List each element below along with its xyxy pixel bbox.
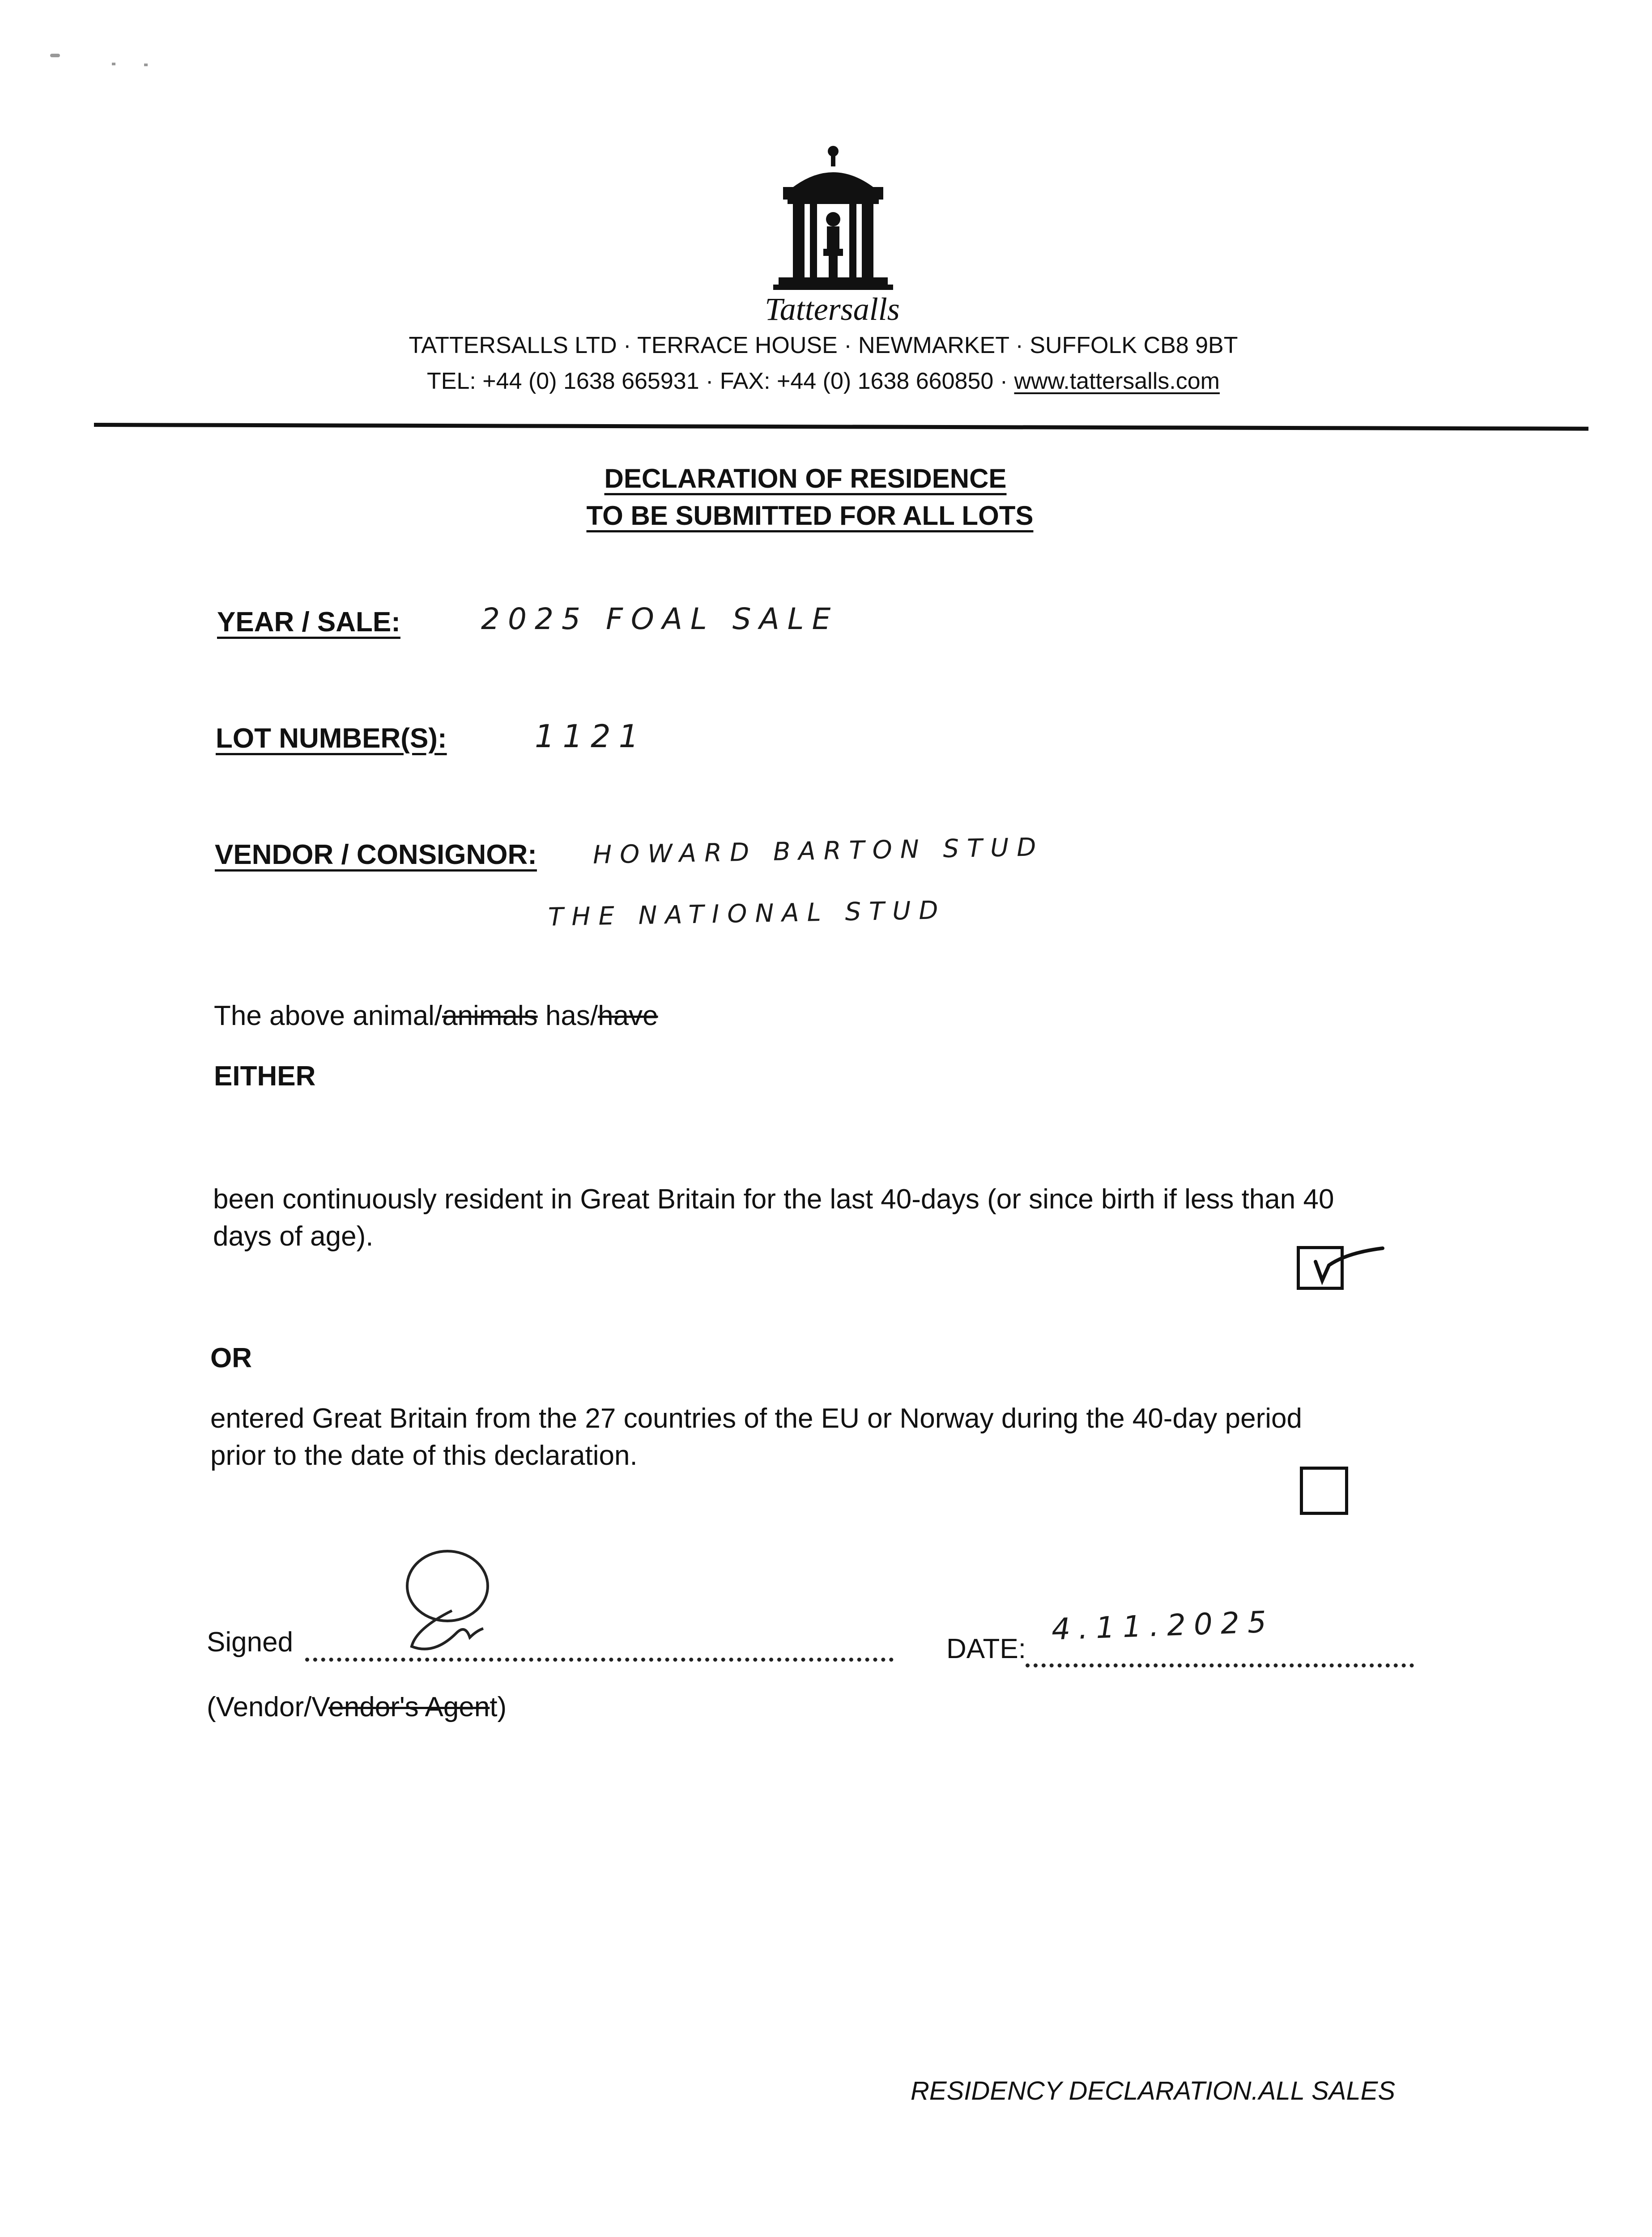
date-line[interactable] [1026, 1663, 1414, 1667]
lot-numbers-value[interactable]: 1121 [535, 718, 647, 755]
intro-middle: has/ [537, 1000, 598, 1031]
year-sale-value[interactable]: 2025 FOAL SALE [481, 602, 839, 636]
lot-numbers-label: LOT NUMBER(S): [216, 723, 447, 754]
vendor-value-line1[interactable]: HOWARD BARTON STUD [592, 833, 1044, 870]
struck-have: have [598, 1000, 658, 1031]
company-address: TATTERSALLS LTD · TERRACE HOUSE · NEWMARKET · SUFFOLK CB8 9BT [409, 332, 1238, 358]
header-divider [94, 423, 1588, 431]
date-label: DATE: [946, 1633, 1026, 1664]
scan-speck [112, 63, 115, 65]
or-heading: OR [210, 1343, 252, 1374]
brand-wordmark: Tattersalls [765, 291, 900, 327]
form-title-line2: TO BE SUBMITTED FOR ALL LOTS [586, 501, 1034, 531]
company-contact [380, 368, 1266, 395]
year-sale-label: YEAR / SALE: [217, 607, 400, 638]
scan-speck [144, 64, 148, 66]
intro-statement [214, 1000, 658, 1032]
option1-text-line1: been continuously resident in Great Britain for the last 40-days (or since birth if less than 40 [213, 1184, 1334, 1215]
date-value[interactable]: 4.11.2025 [1051, 1604, 1275, 1647]
signer-role [207, 1691, 507, 1723]
intro-prefix: The above animal/ [214, 1000, 443, 1031]
role-prefix: (Vendor/V [207, 1692, 329, 1722]
signed-label: Signed [207, 1627, 294, 1658]
signature-line[interactable] [305, 1658, 894, 1662]
form-title-line1: DECLARATION OF RESIDENCE [604, 464, 1007, 493]
handwritten-signature [398, 1544, 506, 1660]
option2-checkbox[interactable] [1300, 1467, 1348, 1515]
tattersalls-rotunda-logo [761, 143, 904, 291]
option2-text-line1: entered Great Britain from the 27 countries of the EU or Norway during the 40-day period [210, 1403, 1302, 1434]
either-heading: EITHER [214, 1061, 316, 1092]
struck-vendors-agent: endor's Agen [328, 1692, 490, 1722]
option1-check-mark [1298, 1239, 1387, 1293]
role-suffix: t) [490, 1692, 507, 1722]
vendor-label: VENDOR / CONSIGNOR: [215, 839, 537, 870]
option1-text-line2: days of age). [213, 1221, 374, 1252]
contact-phone-fax: TEL: +44 (0) 1638 665931 · FAX: +44 (0) 1638 660850 · [427, 368, 1014, 394]
struck-animals: animals [442, 1000, 538, 1031]
form-reference: RESIDENCY DECLARATION.ALL SALES [911, 2076, 1396, 2105]
option2-text-line2: prior to the date of this declaration. [210, 1440, 638, 1471]
scan-speck [50, 54, 60, 57]
website-link[interactable]: www.tattersalls.com [1014, 368, 1220, 394]
vendor-value-line2[interactable]: THE NATIONAL STUD [548, 896, 946, 932]
